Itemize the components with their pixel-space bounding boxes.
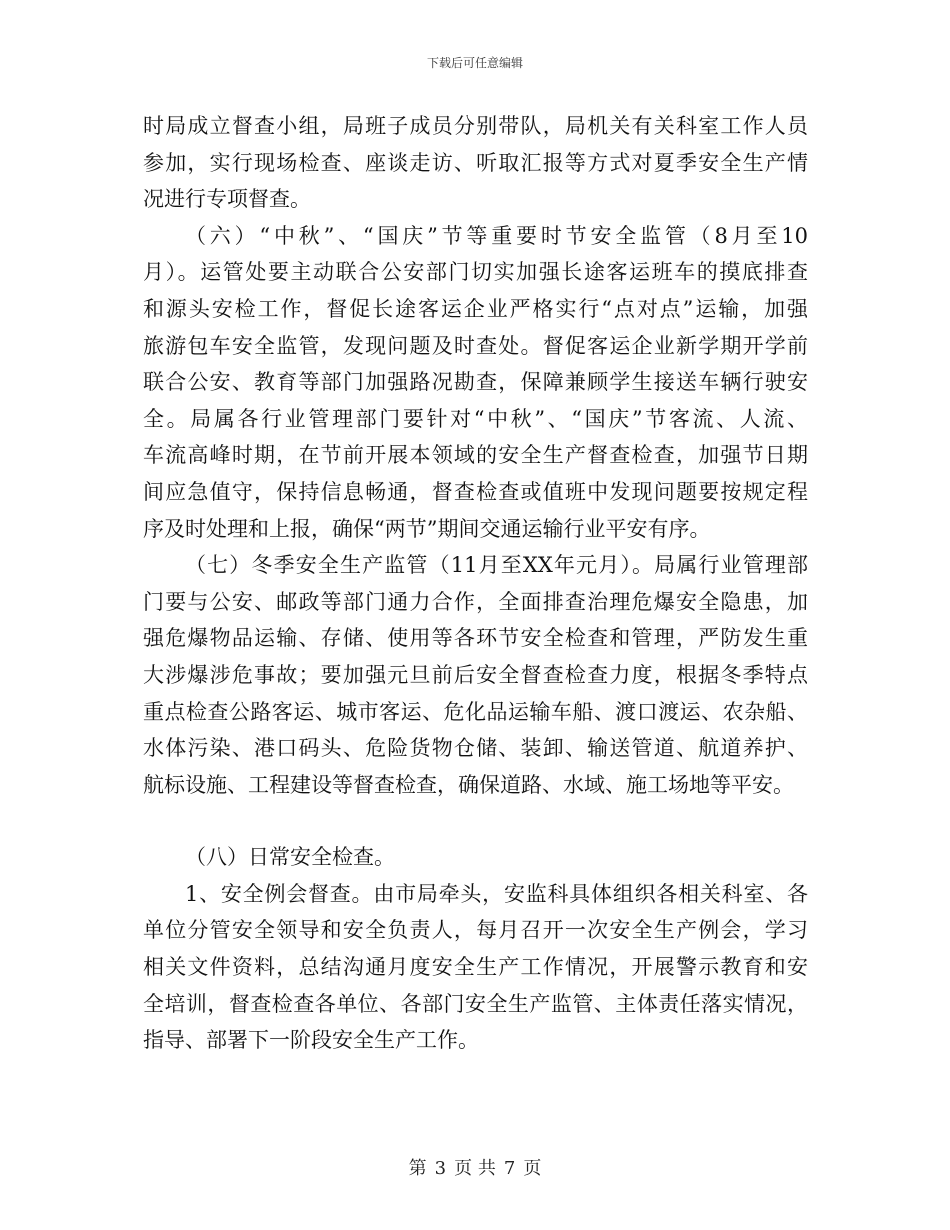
- paragraph-line: 间应急值守，保持信息畅通，督查检查或值班中发现问题要按规定程: [143, 479, 808, 504]
- paragraph-line: 全培训，督查检查各单位、各部门安全生产监管、主体责任落实情况，: [143, 991, 808, 1016]
- section-six-first-line: （六）“中秋”、“国庆”节等重要时节安全监管（8月至10: [185, 223, 808, 248]
- paragraph-line: 旅游包车安全监管，发现问题及时查处。督促客运企业新学期开学前: [143, 333, 808, 358]
- paragraph-line: 航标设施、工程建设等督查检查，确保道路、水域、施工场地等平安。: [143, 772, 794, 797]
- footer-suffix: 页: [523, 1158, 542, 1179]
- paragraph-line: 单位分管安全领导和安全负责人，每月召开一次安全生产例会，学习: [143, 918, 808, 943]
- document-body: [143, 108, 808, 1059]
- paragraph-line: 时局成立督查小组，局班子成员分别带队，局机关有关科室工作人员: [143, 114, 808, 138]
- paragraph-line: 大涉爆涉危事故；要加强元旦前后安全督查检查力度，根据冬季特点: [143, 662, 808, 687]
- page-header-note: 下载后可任意编辑: [426, 56, 523, 70]
- paragraph-line: 序及时处理和上报，确保“两节”期间交通运输行业平安有序。: [143, 516, 711, 541]
- paragraph-line: 强危爆物品运输、存储、使用等各环节安全检查和管理，严防发生重: [143, 626, 808, 651]
- paragraph-line: 月）。运管处要主动联合公安部门切实加强长途客运班车的摸底排查: [143, 260, 808, 285]
- paragraph-line: 相关文件资料，总结沟通月度安全生产工作情况，开展警示教育和安: [143, 955, 808, 980]
- current-page-number: 3: [434, 1158, 447, 1179]
- paragraph-line: 指导、部署下一阶段安全生产工作。: [143, 1028, 479, 1053]
- page-footer: [0, 1154, 950, 1180]
- paragraph-line: 重点检查公路客运、城市客运、危化品运输车船、渡口渡运、农杂船、: [143, 699, 808, 724]
- section-eight-heading: （八）日常安全检查。: [185, 845, 395, 870]
- total-page-number: 7: [503, 1158, 516, 1179]
- paragraph-line: 联合公安、教育等部门加强路况勘查，保障兼顾学生接送车辆行驶安: [143, 370, 808, 395]
- paragraph-line: 水体污染、港口码头、危险货物仓储、装卸、输送管道、航道养护、: [143, 736, 808, 761]
- footer-prefix: 第: [408, 1158, 427, 1179]
- paragraph-line: 和源头安检工作，督促长途客运企业严格实行“点对点”运输，加强: [143, 296, 808, 321]
- paragraph-line: 门要与公安、邮政等部门通力合作，全面排查治理危爆安全隐患，加: [143, 589, 808, 614]
- section-seven-first-line: （七）冬季安全生产监管（11月至XX年元月）。局属行业管理部: [185, 553, 808, 578]
- paragraph-line: 全。局属各行业管理部门要针对“中秋”、“国庆”节客流、人流、: [143, 406, 808, 431]
- footer-middle: 页 共: [454, 1158, 496, 1179]
- paragraph-line: 参加，实行现场检查、座谈走访、听取汇报等方式对夏季安全生产情: [143, 150, 808, 175]
- paragraph-line: 车流高峰时期，在节前开展本领域的安全生产督查检查，加强节日期: [143, 443, 808, 468]
- paragraph-line: 况进行专项督查。: [143, 187, 311, 212]
- blank-line: [143, 803, 808, 839]
- item-one-first-line: 1、安全例会督查。由市局牵头，安监科具体组织各相关科室、各: [185, 881, 808, 906]
